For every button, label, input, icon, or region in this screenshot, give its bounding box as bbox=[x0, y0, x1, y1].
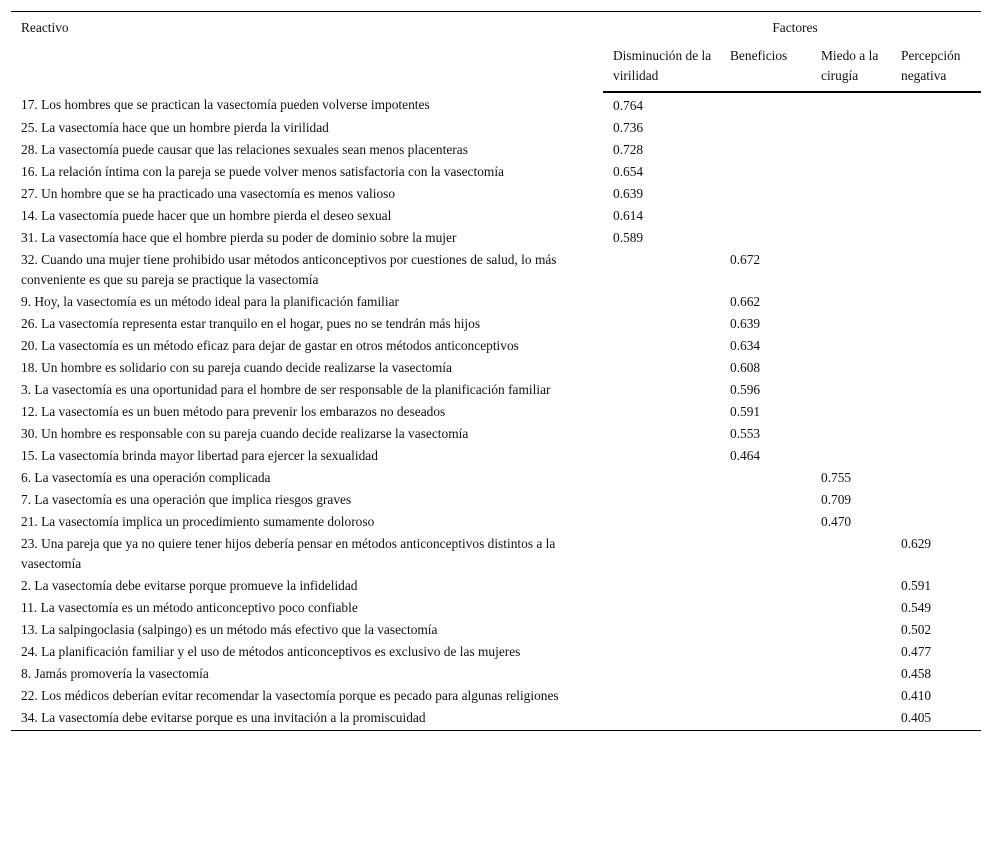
table-body bbox=[11, 92, 981, 731]
loading-value bbox=[603, 663, 720, 685]
loading-value bbox=[811, 335, 891, 357]
table-row bbox=[11, 423, 981, 445]
loading-value bbox=[811, 205, 891, 227]
table-row bbox=[11, 641, 981, 663]
item-text: 25. La vasectomía hace que un hombre pierda la virilidad bbox=[21, 120, 329, 135]
table-row bbox=[11, 597, 981, 619]
table-row bbox=[11, 139, 981, 161]
table-row bbox=[11, 227, 981, 249]
loading-value bbox=[720, 707, 811, 731]
loading-value: 0.589 bbox=[613, 230, 644, 245]
loading-value bbox=[603, 249, 720, 291]
loading-value: 0.654 bbox=[613, 164, 644, 179]
table-row bbox=[11, 685, 981, 707]
table-row bbox=[11, 663, 981, 685]
loading-value bbox=[603, 597, 720, 619]
item-text: 3. La vasectomía es una oportunidad para el hombre de ser responsable de la planificación familiar bbox=[21, 382, 551, 397]
loading-value: 0.553 bbox=[730, 426, 761, 441]
table-row bbox=[11, 445, 981, 467]
loading-value: 0.662 bbox=[730, 294, 761, 309]
loading-value bbox=[891, 313, 981, 335]
loading-value bbox=[603, 401, 720, 423]
header-disminucion-virilidad: Disminución de la virilidad bbox=[603, 42, 720, 92]
loading-value bbox=[603, 575, 720, 597]
table-row bbox=[11, 401, 981, 423]
loading-value bbox=[720, 161, 811, 183]
loading-value: 0.755 bbox=[821, 470, 852, 485]
table-row bbox=[11, 707, 981, 731]
loading-value bbox=[891, 249, 981, 291]
loading-value bbox=[603, 379, 720, 401]
table-row bbox=[11, 249, 981, 291]
loading-value bbox=[891, 489, 981, 511]
loading-value bbox=[811, 183, 891, 205]
item-text: 8. Jamás promovería la vasectomía bbox=[21, 666, 209, 681]
loading-value bbox=[720, 227, 811, 249]
loading-value bbox=[720, 663, 811, 685]
loading-value bbox=[603, 707, 720, 731]
loading-value bbox=[811, 685, 891, 707]
loading-value bbox=[811, 313, 891, 335]
loading-value: 0.709 bbox=[821, 492, 852, 507]
table-row bbox=[11, 183, 981, 205]
loading-value bbox=[811, 117, 891, 139]
loading-value: 0.502 bbox=[901, 622, 932, 637]
item-text: 13. La salpingoclasia (salpingo) es un método más efectivo que la vasectomía bbox=[21, 622, 438, 637]
loading-value bbox=[891, 161, 981, 183]
loading-value bbox=[811, 291, 891, 313]
loading-value bbox=[603, 291, 720, 313]
loading-value bbox=[603, 641, 720, 663]
loading-value bbox=[603, 533, 720, 575]
loading-value: 0.405 bbox=[891, 707, 981, 731]
loading-value bbox=[891, 445, 981, 467]
loading-value bbox=[603, 511, 720, 533]
item-text: 34. La vasectomía debe evitarse porque es una invitación a la promiscuidad bbox=[11, 707, 603, 731]
item-text: 26. La vasectomía representa estar tranquilo en el hogar, pues no se tendrán más hijos bbox=[21, 316, 481, 331]
loading-value: 0.608 bbox=[730, 360, 761, 375]
loading-value: 0.639 bbox=[730, 316, 761, 331]
item-text: 23. Una pareja que ya no quiere tener hijos debería pensar en métodos anticonceptivos distintos a la vasectomía bbox=[21, 536, 556, 571]
loading-value bbox=[891, 92, 981, 117]
item-text: 12. La vasectomía es un buen método para prevenir los embarazos no deseados bbox=[21, 404, 446, 419]
loading-value bbox=[720, 92, 811, 117]
loading-value bbox=[891, 335, 981, 357]
loading-value: 0.634 bbox=[730, 338, 761, 353]
loading-value bbox=[811, 227, 891, 249]
loading-value bbox=[891, 291, 981, 313]
header-beneficios: Beneficios bbox=[720, 42, 811, 92]
table-row bbox=[11, 357, 981, 379]
loading-value bbox=[811, 445, 891, 467]
loading-value bbox=[811, 641, 891, 663]
table-row bbox=[11, 533, 981, 575]
loading-value bbox=[891, 205, 981, 227]
item-text: 31. La vasectomía hace que el hombre pierda su poder de dominio sobre la mujer bbox=[21, 230, 457, 245]
loading-value: 0.672 bbox=[730, 252, 761, 267]
item-text: 9. Hoy, la vasectomía es un método ideal para la planificación familiar bbox=[21, 294, 400, 309]
loading-value bbox=[891, 183, 981, 205]
item-text: 6. La vasectomía es una operación complicada bbox=[21, 470, 271, 485]
loading-value bbox=[891, 379, 981, 401]
item-text: 15. La vasectomía brinda mayor libertad para ejercer la sexualidad bbox=[21, 448, 378, 463]
loading-value bbox=[811, 92, 891, 117]
loading-value bbox=[811, 663, 891, 685]
loading-value bbox=[811, 597, 891, 619]
loading-value bbox=[603, 335, 720, 357]
table-row bbox=[11, 291, 981, 313]
loading-value bbox=[891, 401, 981, 423]
item-text: 32. Cuando una mujer tiene prohibido usar métodos anticonceptivos por cuestiones de salud, lo más conveniente es que su pareja se practique la vasectomía bbox=[21, 252, 557, 287]
table-header bbox=[11, 12, 981, 93]
loading-value bbox=[811, 249, 891, 291]
item-text: 30. Un hombre es responsable con su pareja cuando decide realizarse la vasectomía bbox=[21, 426, 469, 441]
item-text: 18. Un hombre es solidario con su pareja cuando decide realizarse la vasectomía bbox=[21, 360, 452, 375]
loading-value bbox=[720, 511, 811, 533]
loading-value bbox=[603, 445, 720, 467]
table-row bbox=[11, 489, 981, 511]
loading-value bbox=[720, 575, 811, 597]
item-text: 11. La vasectomía es un método anticonceptivo poco confiable bbox=[21, 600, 358, 615]
header-factores: Factores bbox=[603, 12, 981, 43]
loading-value bbox=[720, 597, 811, 619]
loading-value bbox=[891, 467, 981, 489]
loading-value bbox=[603, 467, 720, 489]
table-row bbox=[11, 575, 981, 597]
item-text: 28. La vasectomía puede causar que las relaciones sexuales sean menos placenteras bbox=[21, 142, 468, 157]
loading-value: 0.591 bbox=[730, 404, 761, 419]
header-percepcion-negativa: Percepción negativa bbox=[891, 42, 981, 92]
loading-value: 0.477 bbox=[901, 644, 932, 659]
loading-value bbox=[811, 139, 891, 161]
loading-value bbox=[891, 227, 981, 249]
loading-value: 0.596 bbox=[730, 382, 761, 397]
loading-value bbox=[720, 489, 811, 511]
loading-value bbox=[811, 575, 891, 597]
loading-value bbox=[720, 139, 811, 161]
loading-value bbox=[811, 707, 891, 731]
table-row bbox=[11, 117, 981, 139]
loading-value: 0.591 bbox=[901, 578, 932, 593]
loading-value bbox=[891, 511, 981, 533]
loading-value bbox=[720, 533, 811, 575]
loading-value: 0.470 bbox=[821, 514, 852, 529]
loading-value: 0.614 bbox=[613, 208, 644, 223]
table-row bbox=[11, 379, 981, 401]
loading-value bbox=[891, 117, 981, 139]
loading-value: 0.736 bbox=[613, 120, 644, 135]
item-text: 17. Los hombres que se practican la vasectomía pueden volverse impotentes bbox=[21, 97, 430, 112]
item-text: 14. La vasectomía puede hacer que un hombre pierda el deseo sexual bbox=[21, 208, 392, 223]
table-row bbox=[11, 313, 981, 335]
item-text: 7. La vasectomía es una operación que implica riesgos graves bbox=[21, 492, 352, 507]
header-reactivo: Reactivo bbox=[11, 12, 603, 93]
header-miedo-cirugia: Miedo a la cirugía bbox=[811, 42, 891, 92]
loading-value bbox=[603, 685, 720, 707]
loading-value bbox=[891, 139, 981, 161]
loading-value bbox=[891, 357, 981, 379]
loading-value bbox=[720, 117, 811, 139]
table-row bbox=[11, 205, 981, 227]
loading-value bbox=[811, 401, 891, 423]
loading-value bbox=[720, 641, 811, 663]
loading-value bbox=[720, 183, 811, 205]
loading-value: 0.458 bbox=[901, 666, 932, 681]
table-row bbox=[11, 92, 981, 117]
loading-value: 0.629 bbox=[901, 536, 932, 551]
loading-value bbox=[603, 489, 720, 511]
loading-value bbox=[811, 423, 891, 445]
table-row bbox=[11, 619, 981, 641]
loading-value bbox=[720, 619, 811, 641]
factor-loadings-table-container bbox=[11, 11, 981, 731]
loading-value bbox=[603, 423, 720, 445]
loading-value bbox=[720, 685, 811, 707]
loading-value bbox=[720, 467, 811, 489]
loading-value bbox=[811, 379, 891, 401]
table-row bbox=[11, 467, 981, 489]
loading-value: 0.464 bbox=[730, 448, 761, 463]
loading-value bbox=[603, 357, 720, 379]
item-text: 20. La vasectomía es un método eficaz para dejar de gastar en otros métodos anticonceptivos bbox=[21, 338, 519, 353]
loading-value bbox=[603, 619, 720, 641]
table-row bbox=[11, 161, 981, 183]
loading-value bbox=[720, 205, 811, 227]
loading-value: 0.639 bbox=[613, 186, 644, 201]
loading-value bbox=[811, 533, 891, 575]
loading-value: 0.549 bbox=[901, 600, 932, 615]
loading-value bbox=[891, 423, 981, 445]
factor-loadings-table bbox=[11, 11, 981, 731]
loading-value: 0.764 bbox=[613, 98, 644, 113]
item-text: 21. La vasectomía implica un procedimiento sumamente doloroso bbox=[21, 514, 375, 529]
item-text: 27. Un hombre que se ha practicado una vasectomía es menos valioso bbox=[21, 186, 396, 201]
item-text: 22. Los médicos deberían evitar recomendar la vasectomía porque es pecado para algunas religiones bbox=[21, 688, 559, 703]
loading-value bbox=[811, 619, 891, 641]
loading-value bbox=[811, 357, 891, 379]
loading-value: 0.410 bbox=[901, 688, 932, 703]
loading-value bbox=[603, 313, 720, 335]
item-text: 2. La vasectomía debe evitarse porque promueve la infidelidad bbox=[21, 578, 358, 593]
item-text: 16. La relación íntima con la pareja se puede volver menos satisfactoria con la vasectomía bbox=[21, 164, 504, 179]
loading-value: 0.728 bbox=[613, 142, 644, 157]
item-text: 24. La planificación familiar y el uso de métodos anticonceptivos es exclusivo de las mujeres bbox=[21, 644, 521, 659]
table-row bbox=[11, 511, 981, 533]
loading-value bbox=[811, 161, 891, 183]
table-row bbox=[11, 335, 981, 357]
